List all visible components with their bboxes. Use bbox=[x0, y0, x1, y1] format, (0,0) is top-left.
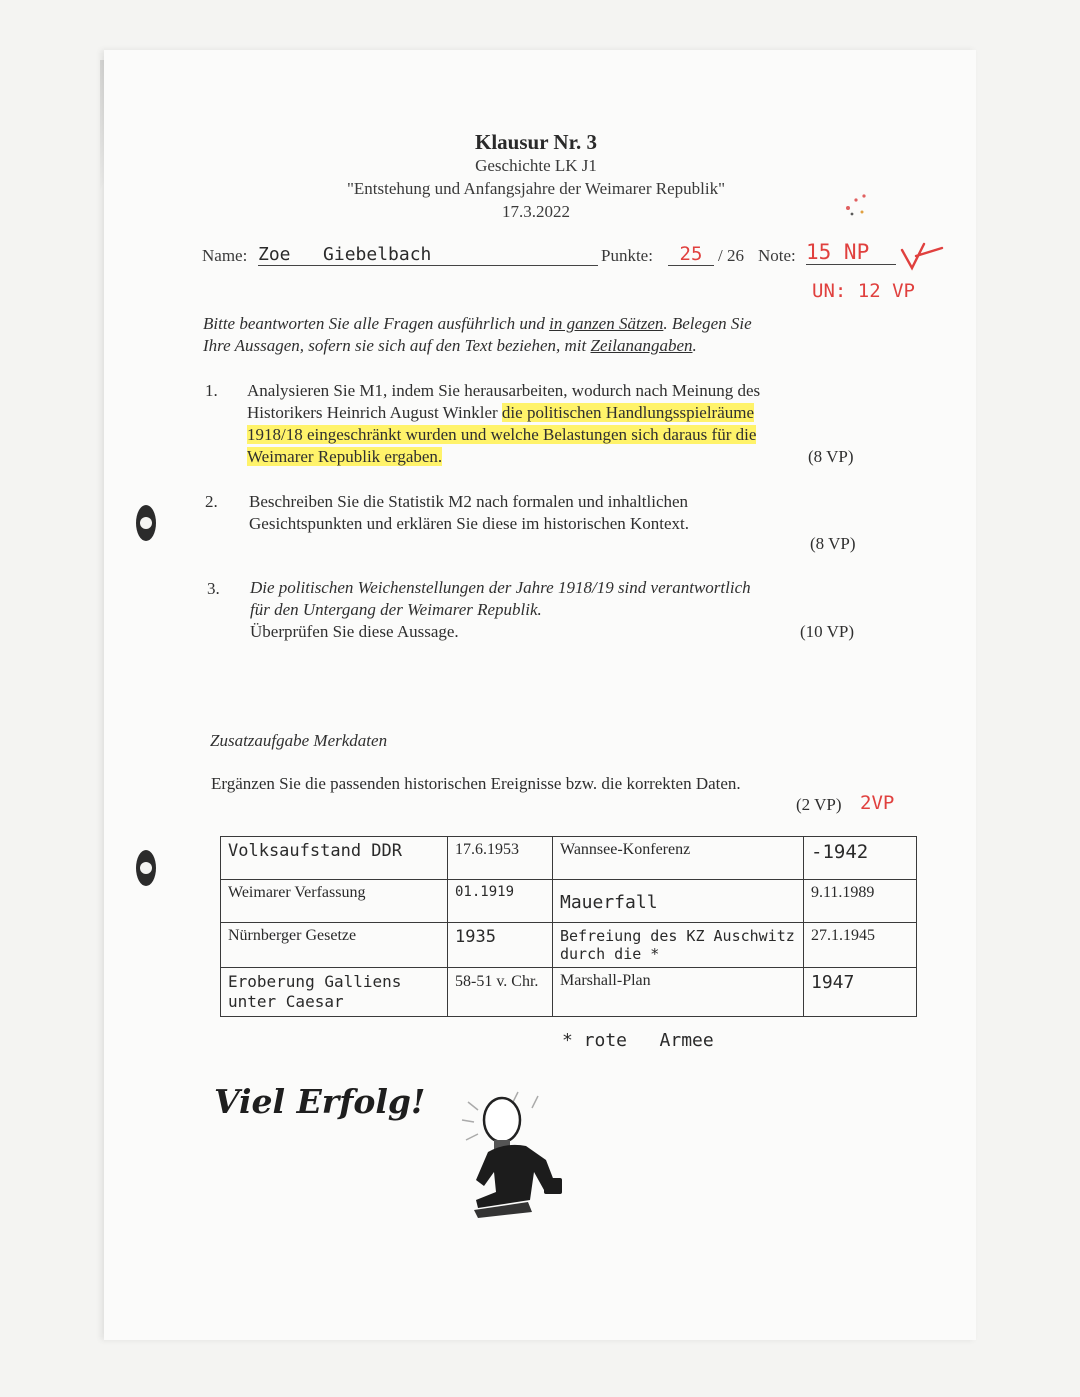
task-3: Die politischen Weichenstellungen der Jahre 1918/19 sind verantwortlich für den Untergang der Weimarer Republik. Überprüfen Sie diese Aussage. bbox=[250, 578, 751, 641]
table-cell-event[interactable]: Eroberung Galliens unter Caesar bbox=[221, 968, 448, 1017]
table-cell-event: Marshall-Plan bbox=[553, 968, 804, 1017]
extra-instruction: Ergänzen Sie die passenden historischen Ereignisse bzw. die korrekten Daten. bbox=[211, 774, 741, 793]
table-cell-event[interactable]: Volksaufstand DDR bbox=[221, 837, 448, 880]
table-cell-date[interactable]: 01.1919 bbox=[448, 880, 553, 923]
grade-field[interactable]: 15 NP bbox=[806, 240, 896, 265]
topic-label: "Entstehung und Anfangsjahre der Weimarer Republik" bbox=[346, 179, 726, 198]
highlight: Weimarer Republik ergaben. bbox=[247, 447, 443, 466]
table-row bbox=[221, 968, 917, 1017]
extra-heading: Zusatzaufgabe Merkdaten bbox=[210, 731, 388, 750]
task-number: 3. bbox=[207, 579, 220, 598]
instructions-underline: Zeilanangaben bbox=[590, 336, 693, 355]
table-cell-date[interactable]: 1947 bbox=[804, 968, 917, 1017]
date-label: 17.3.2022 bbox=[502, 202, 570, 221]
merkdaten-table bbox=[220, 836, 917, 1017]
extra-points-mark: 2VP bbox=[860, 792, 895, 814]
task-3-points: (10 VP) bbox=[800, 622, 854, 641]
grade-label: Note: bbox=[758, 246, 796, 265]
extra-points: (2 VP) bbox=[796, 795, 842, 814]
table-cell-date: 58-51 v. Chr. bbox=[448, 968, 553, 1017]
table-cell-event[interactable]: Befreiung des KZ Auschwitz durch die * bbox=[553, 923, 804, 968]
table-cell-date: 17.6.1953 bbox=[448, 837, 553, 880]
task-1-points: (8 VP) bbox=[808, 447, 854, 466]
table-cell-event[interactable]: Mauerfall bbox=[553, 880, 804, 923]
table-footnote: * rote Armee bbox=[562, 1030, 714, 1051]
table-cell-date[interactable]: 1935 bbox=[448, 923, 553, 968]
highlight: die politischen Handlungsspielräume bbox=[501, 403, 755, 422]
instructions-underline: in ganzen Sätzen bbox=[549, 314, 664, 333]
table-cell-date: 27.1.1945 bbox=[804, 923, 917, 968]
task-number: 2. bbox=[205, 492, 218, 511]
task-2-points: (8 VP) bbox=[810, 534, 856, 553]
red-check-mark bbox=[898, 238, 946, 272]
exam-title: Klausur Nr. 3 bbox=[475, 130, 597, 154]
smudge-mark bbox=[838, 186, 878, 220]
table-row bbox=[221, 837, 917, 880]
instructions-line-1: Bitte beantworten Sie alle Fragen ausführlich und in ganzen Sätzen. Belegen Sie bbox=[203, 314, 752, 333]
instructions-line-2: Ihre Aussagen, sofern sie sich auf den Text beziehen, mit Zeilanangaben. bbox=[203, 336, 697, 355]
table-cell-date: 9.11.1989 bbox=[804, 880, 917, 923]
table-cell-date[interactable]: -1942 bbox=[804, 837, 917, 880]
table-row bbox=[221, 880, 917, 923]
table-row bbox=[221, 923, 917, 968]
points-field[interactable]: 25 bbox=[668, 243, 714, 266]
name-field[interactable]: Zoe Giebelbach bbox=[258, 244, 598, 266]
name-label: Name: bbox=[202, 246, 248, 265]
course-label: Geschichte LK J1 bbox=[475, 156, 597, 175]
grade-annotation: UN: 12 VP bbox=[812, 280, 915, 302]
points-total: / 26 bbox=[718, 246, 744, 265]
lightbulb-person-icon bbox=[448, 1082, 588, 1222]
table-cell-event: Weimarer Verfassung bbox=[221, 880, 448, 923]
task-number: 1. bbox=[205, 381, 218, 400]
punch-hole bbox=[136, 505, 156, 541]
punch-hole bbox=[136, 850, 156, 886]
closing-message: Viel Erfolg! bbox=[214, 1082, 426, 1121]
points-label: Punkte: bbox=[601, 246, 653, 265]
task-1: Analysieren Sie M1, indem Sie herausarbeiten, wodurch nach Meinung des Historikers Heinrich August Winkler die politischen Handlungsspielräume 1918/18 eingeschränkt wurden und welche Belastungen sich daraus für die Weimarer Republik ergaben. bbox=[247, 381, 761, 466]
table-cell-event: Nürnberger Gesetze bbox=[221, 923, 448, 968]
task-2: Beschreiben Sie die Statistik M2 nach formalen und inhaltlichen Gesichtspunkten und erklären Sie diese im historischen Kontext. bbox=[249, 492, 690, 533]
table-cell-event: Wannsee-Konferenz bbox=[553, 837, 804, 880]
highlight: 1918/18 eingeschränkt wurden und welche Belastungen sich daraus für die bbox=[247, 425, 757, 444]
